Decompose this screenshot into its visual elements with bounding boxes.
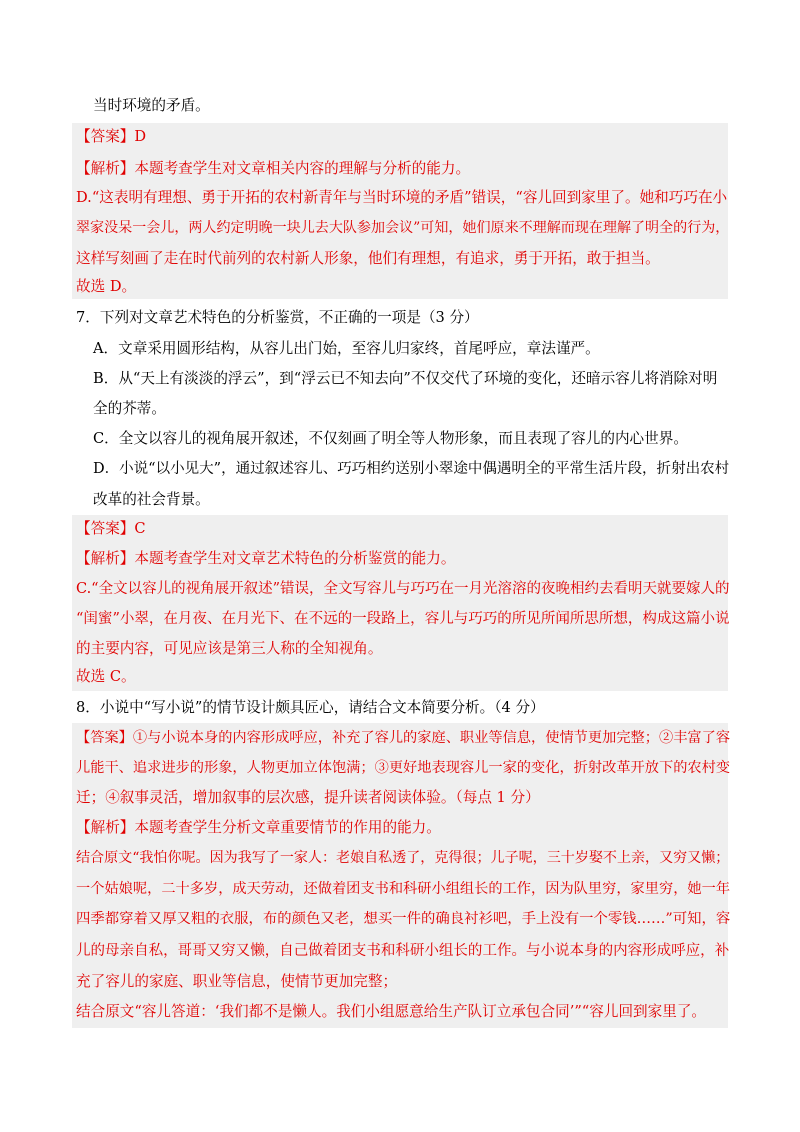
answer-tag: 【答案】 [76,128,135,145]
answer-tag: 【答案】 [76,520,135,537]
analysis-intro: 本题考查学生对文章相关内容的理解与分析的能力。 [134,160,471,177]
answer-line-q7 [76,519,146,539]
analysis-line-q8-5: 充了容儿的家庭、职业等信息，使情节更加完整； [76,973,398,990]
question-7-option-d-cont: 改革的社会背景。 [93,491,210,508]
analysis-line-q7-4: 故选 C。 [76,668,136,685]
analysis-line-q6-3: 这样写刻画了走在时代前列的农村新人形象，他们有理想，有追求，勇于开拓，敢于担当。 [76,250,660,267]
answer-line-q6 [76,127,146,147]
analysis-line-q8-4: 儿的母亲自私，哥哥又穷又懒，自己做着团支书和科研小组长的工作。与小说本身的内容形成呼应，补 [76,943,730,959]
analysis-line-q7-3: 的主要内容，可见应该是第三人称的全知视角。 [76,640,383,657]
answer-tag: 【答案】 [76,730,133,746]
question-7-option-c: C．全文以容儿的视角展开叙述，不仅刻画了明全等人物形象，而且表现了容儿的内心世界。 [93,430,688,447]
answer-value: D [134,128,147,145]
analysis-intro: 本题考查学生对文章艺术特色的分析鉴赏的能力。 [134,550,456,567]
question-7-stem: 7．下列对文章艺术特色的分析鉴赏，不正确的一项是（3 分） [76,309,479,326]
analysis-line-q6-1: D.“这表明有理想、勇于开拓的农村新青年与当时环境的矛盾”错误，“容儿回到家里了。她和巧巧在小 [76,189,728,206]
answer-line-q8-2: 儿能干、追求进步的形象，人物更加立体饱满；③更好地表现容儿一家的变化，折射改革开放下的农村变 [76,760,731,776]
analysis-line-q6-2: 翠家没呆一会儿，两人约定明晚一块儿去大队参加会议”可知，她们原来不理解而现在理解了明全的行为， [76,220,730,236]
analysis-line-q8-6: 结合原文“容儿答道：‘我们都不是懒人。我们小组愿意给生产队订立承包合同’”“容儿回到家里了。 [76,1003,707,1020]
analysis-line-q8-1: 结合原文“我怕你呢。因为我写了一家人：老娘自私透了，克得很；儿子呢，三十岁娶不上亲，又穷又懒； [76,850,730,866]
analysis-intro: 本题考查学生分析文章重要情节的作用的能力。 [134,819,441,836]
answer-line-q8-1 [76,728,730,748]
analysis-line-q6-4: 故选 D。 [76,278,137,295]
answer-block-q7 [72,515,728,691]
answer-line-q8-3: 迁；④叙事灵活，增加叙事的层次感，提升读者阅读体验。（每点 1 分） [76,789,540,806]
analysis-intro-q7 [76,549,455,569]
analysis-intro-q6 [76,159,470,179]
question-7-option-d: D．小说“以小见大”，通过叙述容儿、巧巧相约送别小翠途中偶遇明全的平常生活片段，折射出农村 [93,461,730,477]
question-6-tail: 当时环境的矛盾。 [93,97,210,114]
analysis-tag: 【解析】 [76,160,135,177]
question-7-option-b-cont: 全的芥蒂。 [93,400,166,417]
analysis-tag: 【解析】 [76,550,135,567]
analysis-line-q8-3: 四季都穿着又厚又粗的衣服，布的颜色又老，想买一件的确良衬衫吧，手上没有一个零钱……”可知，容 [76,911,731,927]
answer-text: ①与小说本身的内容形成呼应，补充了容儿的家庭、职业等信息，使情节更加完整；②丰富了容 [132,730,731,746]
question-7-option-b: B．从“天上有淡淡的浮云”，到“浮云已不知去向”不仅交代了环境的变化，还暗示容儿将消除对明 [93,370,718,387]
analysis-line-q7-2: “闺蜜”小翠，在月夜、在月光下、在不远的一段路上，容儿与巧巧的所见所闻所思所想，构成这篇小说 [76,611,730,627]
question-7-option-a: A．文章采用圆形结构，从容儿出门始，至容儿归家终，首尾呼应，章法谨严。 [93,340,600,357]
answer-block-q6 [72,123,728,299]
analysis-intro-q8 [76,818,441,838]
analysis-line-q7-1: C.“全文以容儿的视角展开叙述”错误，全文写容儿与巧巧在一月光溶溶的夜晚相约去看明天就要嫁人的 [76,581,730,597]
answer-value: C [134,520,146,537]
analysis-tag: 【解析】 [76,819,135,836]
question-8-stem: 8．小说中“写小说”的情节设计颇具匠心，请结合文本简要分析。（4 分） [76,699,545,716]
analysis-line-q8-2: 一个姑娘呢，二十多岁，成天劳动，还做着团支书和科研小组组长的工作，因为队里穷，家里穷，她一年 [76,881,731,897]
